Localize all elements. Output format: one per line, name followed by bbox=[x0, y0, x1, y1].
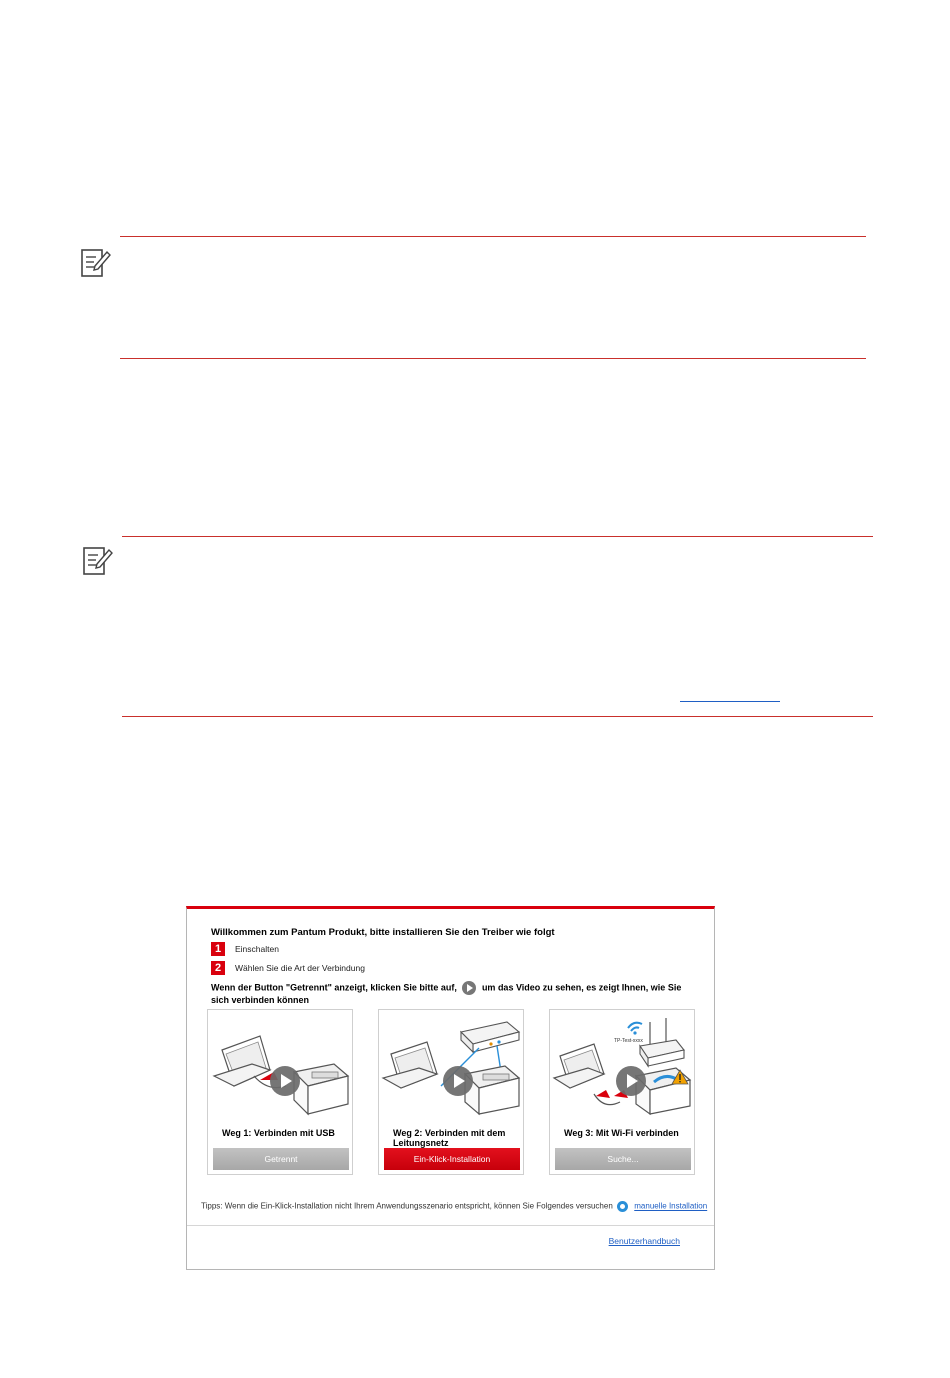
step-label: Wählen Sie die Art der Verbindung bbox=[235, 963, 365, 973]
card-title: Weg 2: Verbinden mit dem Leitungsnetz bbox=[393, 1128, 506, 1148]
connection-card-wifi bbox=[549, 1009, 695, 1175]
connection-card-wired bbox=[378, 1009, 524, 1175]
tips-line bbox=[201, 1201, 707, 1212]
hint-text-before: Wenn der Button "Getrennt" anzeigt, klicken Sie bitte auf, bbox=[211, 982, 457, 993]
video-hint bbox=[211, 981, 701, 1006]
usb-illustration bbox=[208, 1010, 354, 1120]
router-label: TP-Test-xxxx bbox=[614, 1038, 643, 1044]
tips-text: Tipps: Wenn die Ein-Klick-Installation nicht Ihrem Anwendungsszenario entspricht, können Sie Folgendes versuchen bbox=[201, 1201, 613, 1211]
play-video-icon[interactable] bbox=[270, 1066, 300, 1096]
manual-install-link[interactable]: manuelle Installation bbox=[634, 1201, 708, 1211]
note-bottom-rule-2 bbox=[122, 716, 873, 717]
search-button[interactable]: Suche... bbox=[555, 1148, 691, 1170]
card-title: Weg 1: Verbinden mit USB bbox=[222, 1128, 335, 1138]
step-1 bbox=[211, 942, 279, 956]
connection-card-usb bbox=[207, 1009, 353, 1175]
hyperlink-underline[interactable] bbox=[680, 701, 780, 702]
step-number: 1 bbox=[211, 942, 225, 956]
gear-icon[interactable] bbox=[617, 1201, 628, 1212]
note-bottom-rule-1 bbox=[120, 358, 866, 359]
installer-divider bbox=[187, 1225, 714, 1226]
wired-network-illustration bbox=[379, 1010, 525, 1120]
wifi-illustration bbox=[550, 1010, 696, 1120]
card-title: Weg 3: Mit Wi-Fi verbinden bbox=[564, 1128, 679, 1138]
play-icon[interactable] bbox=[462, 981, 476, 995]
installer-title: Willkommen zum Pantum Produkt, bitte installieren Sie den Treiber wie folgt bbox=[211, 927, 555, 938]
driver-installer-window bbox=[186, 906, 715, 1270]
play-video-icon[interactable] bbox=[616, 1066, 646, 1096]
user-manual-link[interactable]: Benutzerhandbuch bbox=[608, 1236, 680, 1246]
step-label: Einschalten bbox=[235, 944, 279, 954]
note-top-rule-2 bbox=[122, 536, 873, 537]
step-number: 2 bbox=[211, 961, 225, 975]
play-video-icon[interactable] bbox=[443, 1066, 473, 1096]
one-click-install-button[interactable]: Ein-Klick-Installation bbox=[384, 1148, 520, 1170]
manual-container bbox=[609, 1236, 680, 1246]
hint-text-after: um das Video zu sehen, es zeigt Ihnen, wie Sie sich verbinden können bbox=[211, 982, 682, 1005]
step-2 bbox=[211, 961, 365, 975]
disconnected-button[interactable]: Getrennt bbox=[213, 1148, 349, 1170]
note-icon bbox=[80, 246, 112, 280]
note-top-rule-1 bbox=[120, 236, 866, 237]
note-icon bbox=[82, 544, 114, 578]
